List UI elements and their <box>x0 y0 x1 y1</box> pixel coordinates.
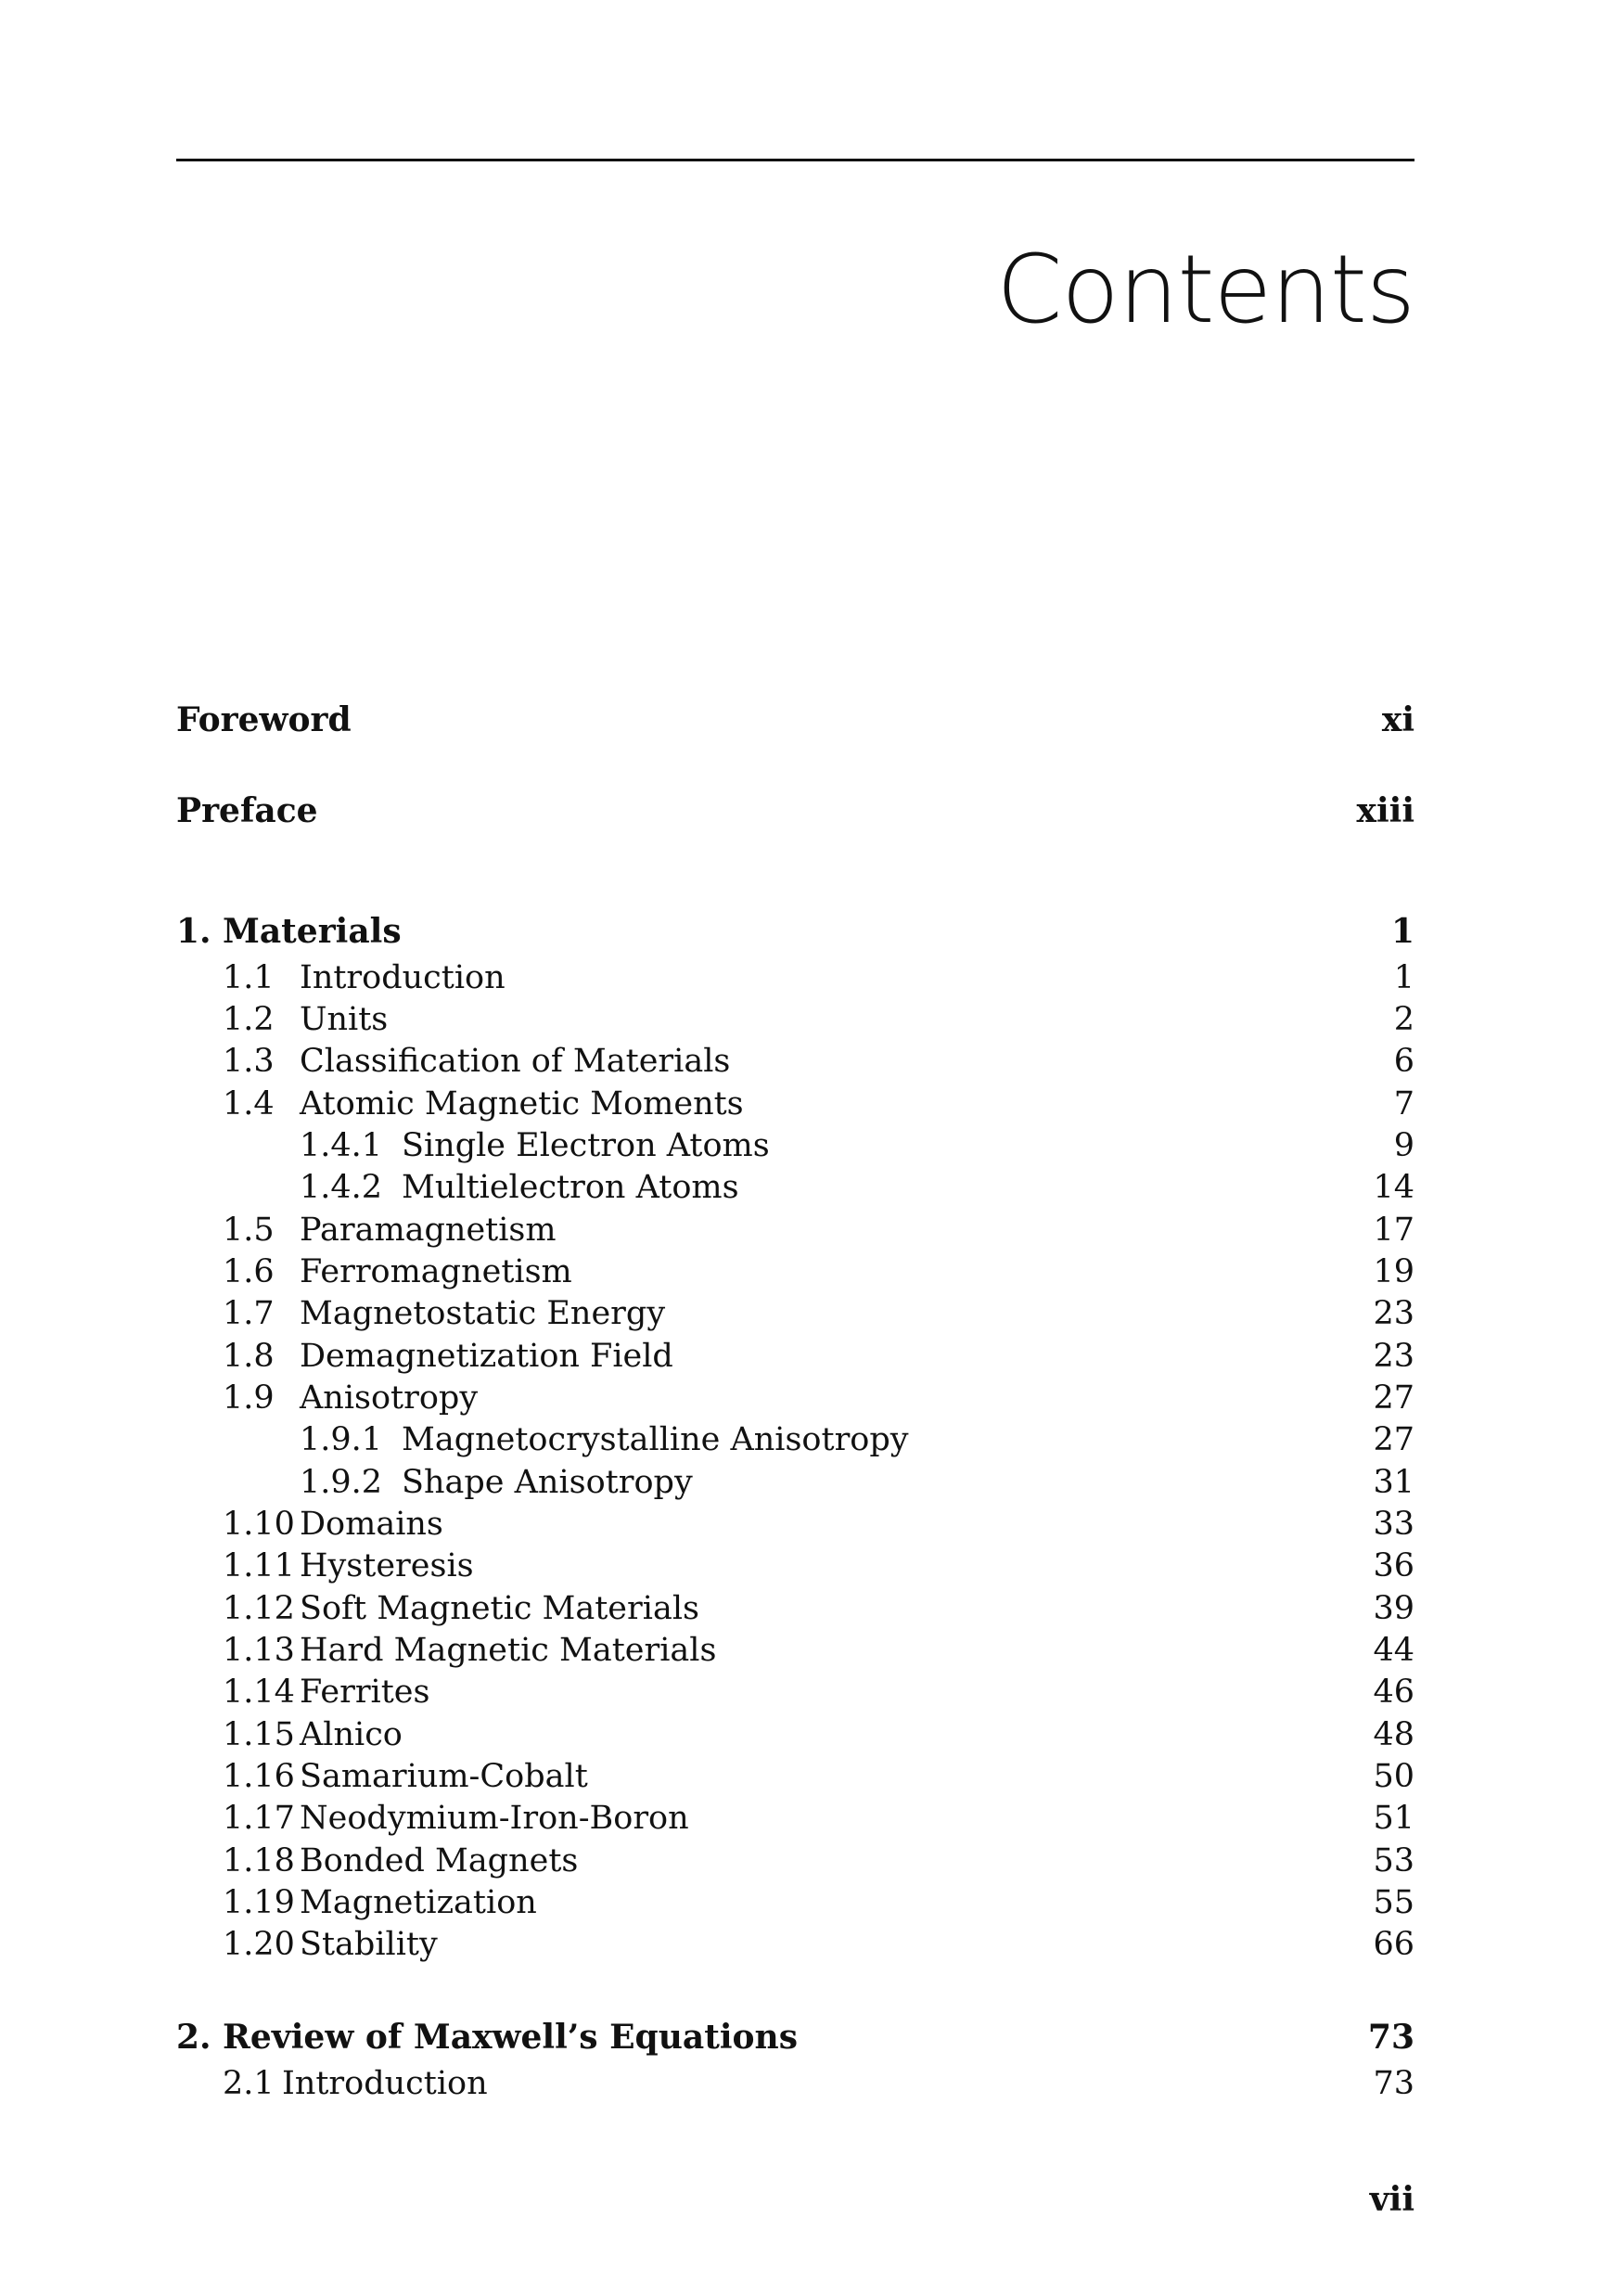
toc-entry[interactable] <box>176 1418 1414 1461</box>
section-number: 1.20 <box>223 1926 295 1963</box>
toc-entry[interactable] <box>176 1587 1414 1630</box>
toc-entry[interactable] <box>176 1881 1414 1924</box>
section-number: 1.1 <box>223 959 275 996</box>
subsection-page: 14 <box>1373 1169 1414 1206</box>
section-number: 1.7 <box>223 1295 275 1332</box>
toc-entry[interactable] <box>176 1292 1414 1335</box>
toc-entry[interactable] <box>176 1377 1414 1419</box>
section-number: 1.11 <box>223 1547 295 1584</box>
section-title: Samarium-Cobalt <box>300 1758 588 1795</box>
section-title: Alnico <box>300 1716 403 1753</box>
section-title: Classification of Materials <box>300 1043 731 1080</box>
section-page: 51 <box>1373 1800 1414 1837</box>
toc-entry[interactable] <box>176 1671 1414 1713</box>
chapter-number: 2. <box>176 2018 211 2057</box>
toc-chapter-1[interactable] <box>176 910 1414 953</box>
top-rule <box>176 159 1414 161</box>
section-title: Neodymium-Iron-Boron <box>300 1800 689 1837</box>
section-page: 27 <box>1373 1379 1414 1417</box>
subsection-title: Magnetocrystalline Anisotropy <box>402 1421 909 1458</box>
section-page: 50 <box>1373 1758 1414 1795</box>
toc-entry-title: Foreword <box>176 700 352 739</box>
section-number: 1.14 <box>223 1674 295 1711</box>
section-number: 1.5 <box>223 1212 275 1249</box>
section-title: Ferromagnetism <box>300 1253 572 1290</box>
section-page: 39 <box>1373 1590 1414 1627</box>
section-number: 1.6 <box>223 1253 275 1290</box>
section-title: Hysteresis <box>300 1547 474 1584</box>
subsection-number: 1.4.2 <box>300 1169 383 1206</box>
section-number: 1.17 <box>223 1800 295 1837</box>
toc-entry[interactable] <box>176 1335 1414 1378</box>
section-title: Paramagnetism <box>300 1212 557 1249</box>
toc-entry-preface[interactable] <box>176 789 1414 832</box>
page-title: Contents <box>996 235 1414 345</box>
section-page: 53 <box>1373 1842 1414 1879</box>
section-title: Atomic Magnetic Moments <box>300 1085 744 1122</box>
section-title: Stability <box>300 1926 438 1963</box>
toc-entry[interactable] <box>176 1545 1414 1587</box>
section-title: Magnetostatic Energy <box>300 1295 666 1332</box>
chapter-number: 1. <box>176 912 211 951</box>
toc-entry[interactable] <box>176 1251 1414 1293</box>
section-number: 1.8 <box>223 1338 275 1375</box>
subsection-title: Single Electron Atoms <box>402 1127 770 1164</box>
toc-entry[interactable] <box>176 1713 1414 1756</box>
subsection-number: 1.4.1 <box>300 1127 383 1164</box>
toc-entry[interactable] <box>176 1124 1414 1167</box>
section-page: 33 <box>1373 1506 1414 1543</box>
section-number: 1.15 <box>223 1716 295 1753</box>
chapter-page: 73 <box>1367 2018 1414 2057</box>
subsection-number: 1.9.2 <box>300 1464 383 1501</box>
section-number: 1.3 <box>223 1043 275 1080</box>
toc-entry[interactable] <box>176 1209 1414 1251</box>
section-page: 1 <box>1393 959 1414 996</box>
toc-entry-title: Preface <box>176 791 318 830</box>
section-page: 17 <box>1373 1212 1414 1249</box>
section-title: Demagnetization Field <box>300 1338 673 1375</box>
section-page: 55 <box>1373 1884 1414 1921</box>
section-page: 7 <box>1393 1085 1414 1122</box>
toc-entry[interactable] <box>176 1629 1414 1672</box>
toc-entry[interactable] <box>176 1797 1414 1840</box>
section-title: Introduction <box>282 2065 488 2102</box>
chapter-page: 1 <box>1390 912 1414 951</box>
section-page: 2 <box>1393 1001 1414 1038</box>
section-number: 1.16 <box>223 1758 295 1795</box>
section-number: 1.13 <box>223 1632 295 1669</box>
section-number: 1.12 <box>223 1590 295 1627</box>
section-page: 23 <box>1373 1295 1414 1332</box>
section-title: Soft Magnetic Materials <box>300 1590 699 1627</box>
toc-entry[interactable] <box>176 1755 1414 1798</box>
section-page: 48 <box>1373 1716 1414 1753</box>
section-number: 1.19 <box>223 1884 295 1921</box>
toc-entry[interactable] <box>176 2062 1414 2105</box>
section-number: 1.9 <box>223 1379 275 1417</box>
page-number: vii <box>1369 2180 1414 2219</box>
subsection-page: 27 <box>1373 1421 1414 1458</box>
subsection-page: 9 <box>1393 1127 1414 1164</box>
toc-entry[interactable] <box>176 1503 1414 1546</box>
toc-chapter-2[interactable] <box>176 2016 1414 2059</box>
toc-entry[interactable] <box>176 1840 1414 1882</box>
section-page: 23 <box>1373 1338 1414 1375</box>
section-title: Bonded Magnets <box>300 1842 579 1879</box>
section-title: Magnetization <box>300 1884 537 1921</box>
section-number: 2.1 <box>223 2065 275 2102</box>
section-title: Anisotropy <box>300 1379 479 1417</box>
section-page: 73 <box>1373 2065 1414 2102</box>
section-number: 1.10 <box>223 1506 295 1543</box>
toc-entry[interactable] <box>176 956 1414 999</box>
toc-entry[interactable] <box>176 1166 1414 1209</box>
toc-entry[interactable] <box>176 1923 1414 1966</box>
section-title: Ferrites <box>300 1674 430 1711</box>
section-page: 44 <box>1373 1632 1414 1669</box>
section-number: 1.4 <box>223 1085 275 1122</box>
toc-entry[interactable] <box>176 1083 1414 1125</box>
section-title: Introduction <box>300 959 506 996</box>
toc-entry[interactable] <box>176 998 1414 1041</box>
toc-entry-page: xi <box>1381 700 1414 739</box>
section-page: 66 <box>1373 1926 1414 1963</box>
section-number: 1.2 <box>223 1001 275 1038</box>
toc-entry-foreword[interactable] <box>176 699 1414 741</box>
section-page: 6 <box>1393 1043 1414 1080</box>
section-page: 36 <box>1373 1547 1414 1584</box>
toc-entry-page: xiii <box>1356 791 1414 830</box>
section-number: 1.18 <box>223 1842 295 1879</box>
chapter-title: Review of Maxwell’s Equations <box>223 2018 798 2057</box>
subsection-title: Multielectron Atoms <box>402 1169 739 1206</box>
section-page: 46 <box>1373 1674 1414 1711</box>
toc-entry[interactable] <box>176 1040 1414 1083</box>
section-title: Units <box>300 1001 389 1038</box>
chapter-title: Materials <box>223 912 402 951</box>
subsection-title: Shape Anisotropy <box>402 1464 693 1501</box>
toc-entry[interactable] <box>176 1461 1414 1504</box>
section-title: Hard Magnetic Materials <box>300 1632 717 1669</box>
subsection-number: 1.9.1 <box>300 1421 383 1458</box>
subsection-page: 31 <box>1373 1464 1414 1501</box>
section-page: 19 <box>1373 1253 1414 1290</box>
section-title: Domains <box>300 1506 443 1543</box>
